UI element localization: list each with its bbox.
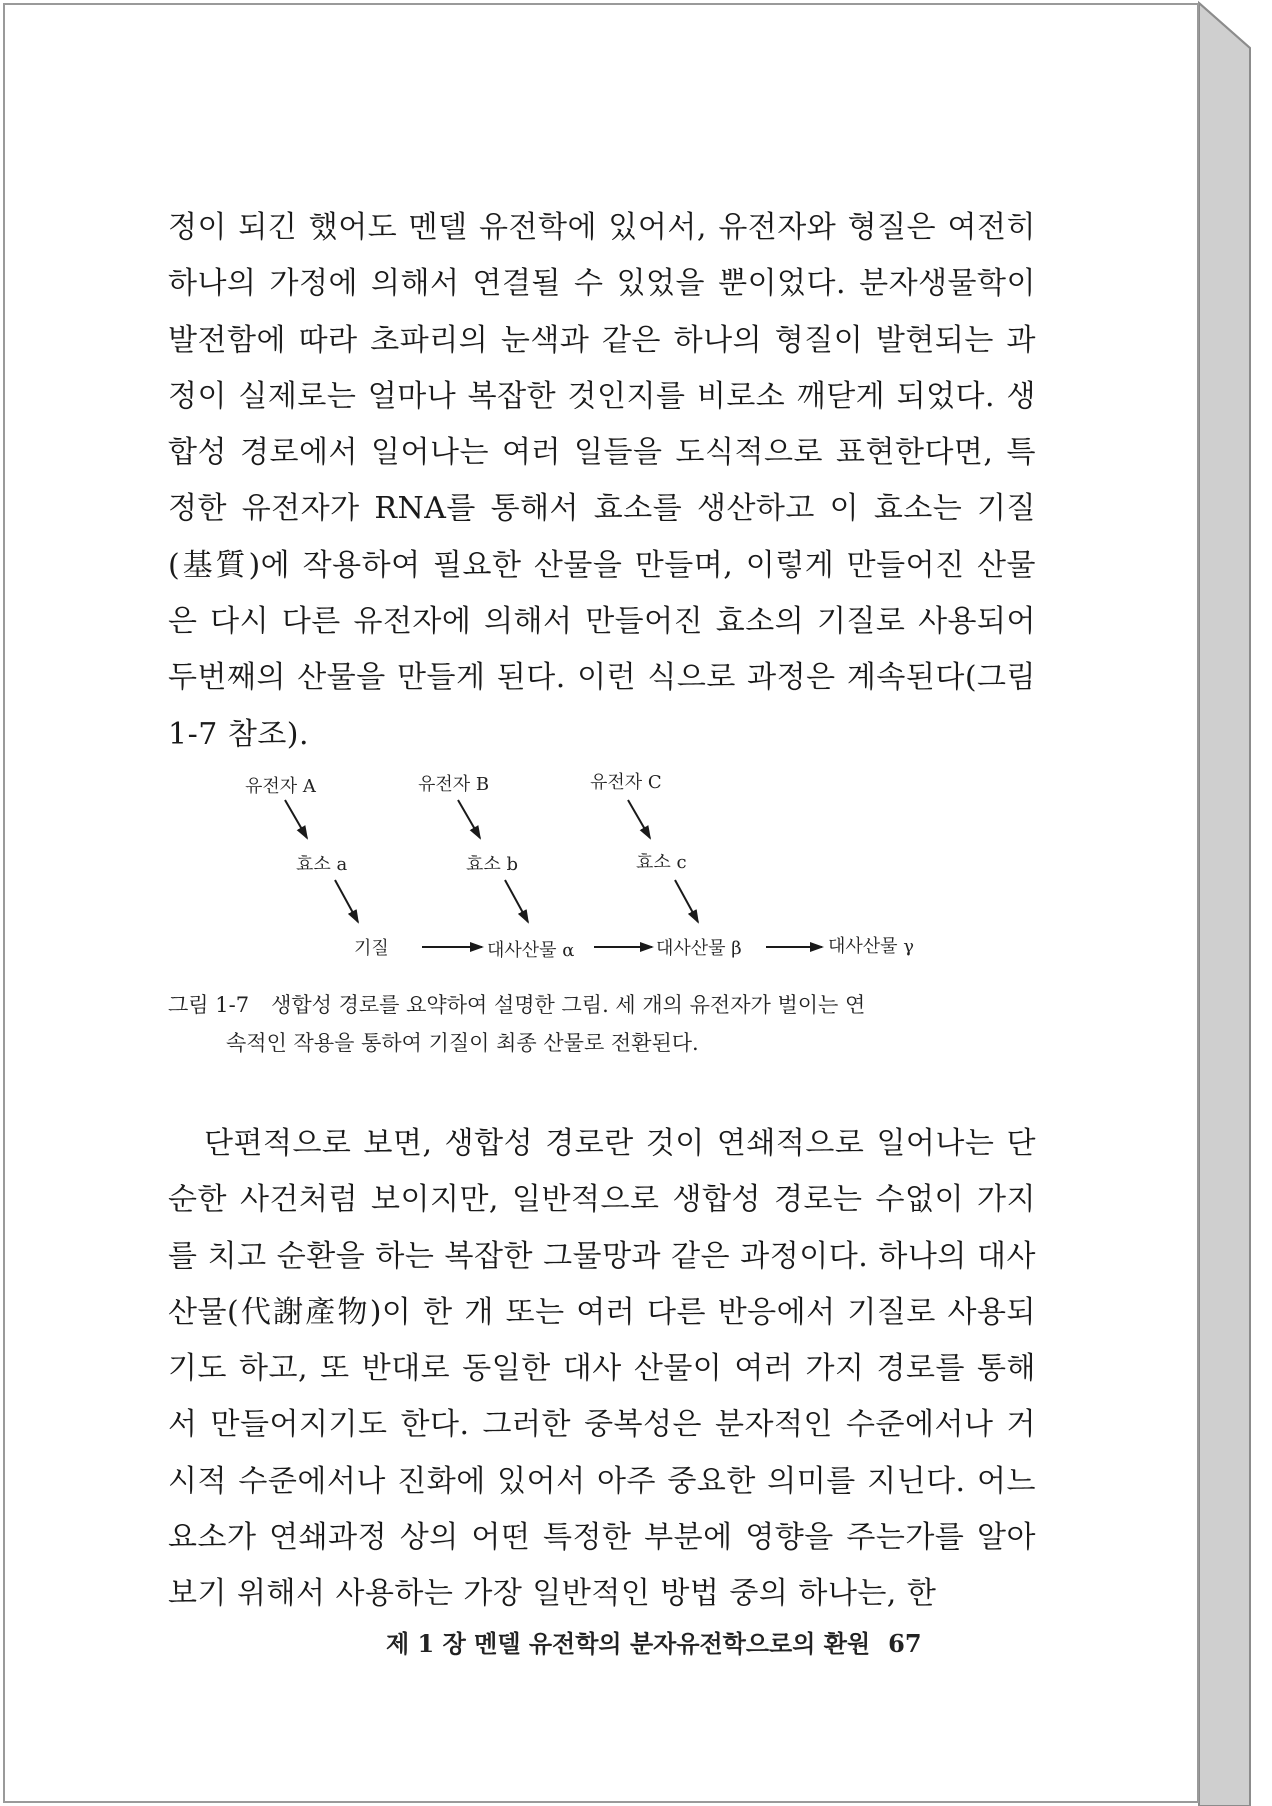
- page-number: 67: [888, 1629, 922, 1658]
- running-footer: [386, 1624, 1016, 1659]
- caption-line-1: 생합성 경로를 요약하여 설명한 그림. 세 개의 유전자가 벌이는 연: [271, 993, 866, 1017]
- label-gene-c: 유전자 C: [590, 772, 662, 793]
- label-substrate: 기질: [354, 938, 389, 959]
- label-enzyme-a: 효소 a: [296, 854, 348, 875]
- label-enzyme-b: 효소 b: [466, 854, 519, 875]
- label-gene-b: 유전자 B: [418, 774, 490, 795]
- label-metabolite-gamma: 대사산물 γ: [828, 936, 915, 957]
- label-metabolite-alpha: 대사산물 α: [487, 940, 575, 961]
- caption-line-2: 속적인 작용을 통하여 기질이 최종 산물로 전환된다.: [226, 1031, 699, 1055]
- figure-caption: [168, 986, 1038, 1062]
- body-paragraph-2: 단편적으로 보면, 생합성 경로란 것이 연쇄적으로 일어나는 단순한 사건처럼 보이지만, 일반적으로 생합성 경로는 수없이 가지를 치고 순환을 하는 복잡한 그물망과 같은 과정이다. 하나의 대사 산물(代謝產物)이 한 개 또는 여러 다른 반응에서 기질로 사용되기도 하고, 또 반대로 동일한 대사 산물이 여러 가지 경로를 통해서 만들어지기도 한다. 그러한 중복성은 분자적인 수준에서나 거시적 수준에서나 진화에 있어서 아주 중요한 의미를 지닌다. 어느 요소가 연쇄과정 상의 어떤 특정한 부분에 영향을 주는가를 알아보기 위해서 사용하는 가장 일반적인 방법 중의 하나는, 한: [168, 1126, 1036, 1612]
- label-gene-a: 유전자 A: [245, 776, 316, 797]
- label-enzyme-c: 효소 c: [636, 852, 687, 873]
- chapter-title: 제 1 장 멘델 유전학의 분자유전학으로의 환원: [386, 1629, 871, 1658]
- body-paragraph-1: 정이 되긴 했어도 멘델 유전학에 있어서, 유전자와 형질은 여전히 하나의 가정에 의해서 연결될 수 있었을 뿐이었다. 분자생물학이 발전함에 따라 초파리의 눈색과 같은 하나의 형질이 발현되는 과정이 실제로는 얼마나 복잡한 것인지를 비로소 깨닫게 되었다. 생합성 경로에서 일어나는 여러 일들을 도식적으로 표현한다면, 특정한 유전자가 RNA를 통해서 효소를 생산하고 이 효소는 기질(基質)에 작용하여 필요한 산물을 만들며, 이렇게 만들어진 산물은 다시 다른 유전자에 의해서 만들어진 효소의 기질로 사용되어 두번째의 산물을 만들게 된다. 이런 식으로 과정은 계속된다(그림 1-7 참조).: [168, 210, 1036, 752]
- label-metabolite-beta: 대사산물 β: [656, 938, 742, 959]
- caption-number: 그림 1-7: [168, 993, 250, 1017]
